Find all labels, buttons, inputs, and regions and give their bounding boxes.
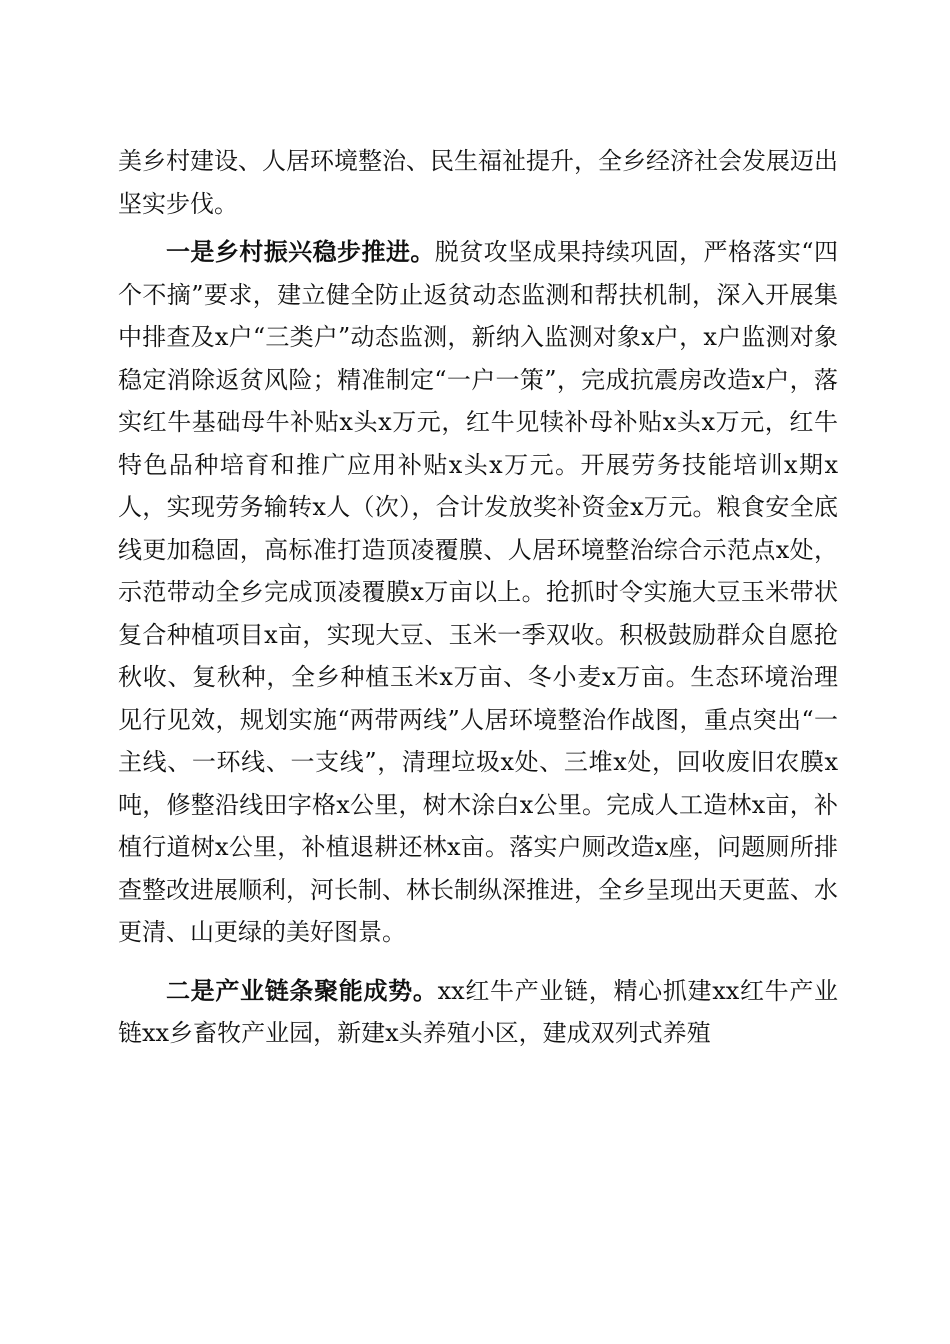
paragraph-lead: 一是乡村振兴稳步推进。: [166, 237, 435, 266]
paragraph-continuation: [118, 140, 838, 225]
paragraph-text: 美乡村建设、人居环境整治、民生福祉提升，全乡经济社会发展迈出坚实步伐。: [118, 147, 838, 218]
paragraph-text: 脱贫攻坚成果持续巩固，严格落实“四个不摘”要求，建立健全防止返贫动态监测和帮扶机制，深入开展集中排查及x户“三类户”动态监测，新纳入监测对象x户，x户监测对象稳定消除返贫风险；精准制定“一户一策”，完成抗震房改造x户，落实红牛基础母牛补贴x头x万元，红牛见犊补母补贴x头x万元，红牛特色品种培育和推广应用补贴x头x万元。开展劳务技能培训x期x人，实现劳务输转x人（次），合计发放奖补资金x万元。粮食安全底线更加稳固，高标准打造顶凌覆膜、人居环境整治综合示范点x处，示范带动全乡完成顶凌覆膜x万亩以上。抢抓时令实施大豆玉米带状复合种植项目x亩，实现大豆、玉米一季双收。积极鼓励群众自愿抢秋收、复秋种，全乡种植玉米x万亩、冬小麦x万亩。生态环境治理见行见效，规划实施“两带两线”人居环境整治作战图，重点突出“一主线、一环线、一支线”，清理垃圾x处、三堆x处，回收废旧农膜x吨，修整沿线田字格x公里，树木涂白x公里。完成人工造林x亩，补植行道树x公里，补植退耕还林x亩。落实户厕改造x座，问题厕所排查整改进展顺利，河长制、林长制纵深推进，全乡呈现出天更蓝、水更清、山更绿的美好图景。: [118, 238, 838, 946]
paragraph-industry-chain: [118, 970, 838, 1055]
paragraph-rural-revitalization: [118, 231, 838, 954]
document-page: [118, 140, 838, 1055]
paragraph-lead: 二是产业链条聚能成势。: [166, 975, 438, 1005]
paragraph-text: xx红牛产业链，精心抓建xx红牛产业链xx乡畜牧产业园，新建x头养殖小区，建成双列式养殖: [118, 976, 839, 1047]
